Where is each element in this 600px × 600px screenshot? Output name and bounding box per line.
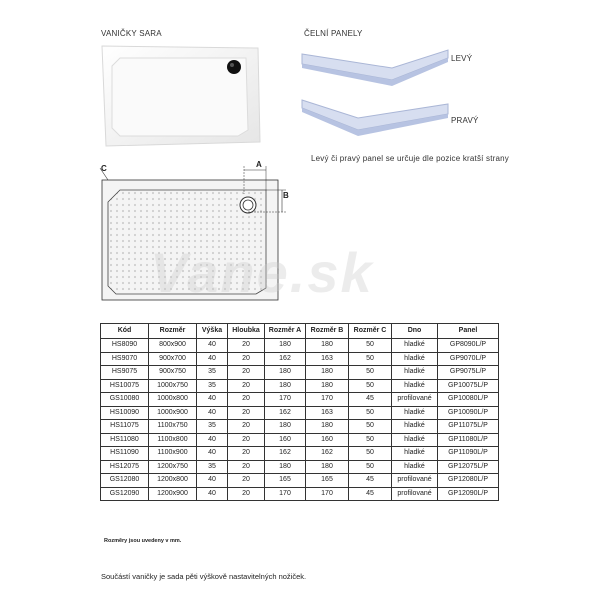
table-cell: 180 bbox=[265, 366, 306, 380]
panels-title: ČELNÍ PANELY bbox=[304, 29, 363, 38]
dimension-c-label: C bbox=[101, 164, 107, 173]
table-cell: 20 bbox=[228, 339, 265, 353]
table-cell: 20 bbox=[228, 433, 265, 447]
table-cell: 180 bbox=[306, 366, 349, 380]
table-cell: HS11090 bbox=[101, 447, 149, 461]
table-cell: 35 bbox=[197, 366, 228, 380]
header-cell: Rozměr bbox=[149, 324, 197, 339]
table-cell: 180 bbox=[306, 420, 349, 434]
table-cell: HS8090 bbox=[101, 339, 149, 353]
table-cell: GP11090L/P bbox=[438, 447, 499, 461]
table-row bbox=[101, 366, 499, 380]
table-cell: 20 bbox=[228, 420, 265, 434]
table-cell: HS11075 bbox=[101, 420, 149, 434]
table-cell: profilované bbox=[392, 474, 438, 488]
header-cell: Hloubka bbox=[228, 324, 265, 339]
table-cell: 162 bbox=[265, 447, 306, 461]
panel-right-image bbox=[300, 96, 450, 138]
header-cell: Rozměr A bbox=[265, 324, 306, 339]
table-cell: 1200x800 bbox=[149, 474, 197, 488]
table-cell: GS12080 bbox=[101, 474, 149, 488]
table-cell: HS10090 bbox=[101, 406, 149, 420]
table-cell: 50 bbox=[349, 433, 392, 447]
table-row bbox=[101, 474, 499, 488]
table-cell: 20 bbox=[228, 393, 265, 407]
table-cell: GP10075L/P bbox=[438, 379, 499, 393]
table-cell: 45 bbox=[349, 393, 392, 407]
table-cell: hladké bbox=[392, 420, 438, 434]
table-cell: 163 bbox=[306, 352, 349, 366]
table-cell: 35 bbox=[197, 379, 228, 393]
panel-note: Levý či pravý panel se určuje dle pozice kratší strany bbox=[311, 154, 509, 163]
table-cell: hladké bbox=[392, 379, 438, 393]
table-cell: HS9070 bbox=[101, 352, 149, 366]
dimension-b-label: B bbox=[283, 191, 289, 200]
table-cell: 40 bbox=[197, 474, 228, 488]
table-cell: 50 bbox=[349, 379, 392, 393]
table-cell: 35 bbox=[197, 460, 228, 474]
table-cell: 180 bbox=[306, 339, 349, 353]
table-cell: 1100x900 bbox=[149, 447, 197, 461]
table-cell: 160 bbox=[306, 433, 349, 447]
table-cell: 20 bbox=[228, 487, 265, 501]
header-cell: Rozměr C bbox=[349, 324, 392, 339]
table-cell: GP12075L/P bbox=[438, 460, 499, 474]
table-cell: hladké bbox=[392, 433, 438, 447]
table-cell: 40 bbox=[197, 352, 228, 366]
table-cell: hladké bbox=[392, 460, 438, 474]
drain-icon bbox=[227, 60, 241, 74]
table-cell: 40 bbox=[197, 339, 228, 353]
table-header-row bbox=[101, 324, 499, 339]
table-cell: GP8090L/P bbox=[438, 339, 499, 353]
header-cell: Dno bbox=[392, 324, 438, 339]
table-cell: 165 bbox=[306, 474, 349, 488]
dimensions-note: Rozměry jsou uvedeny v mm. bbox=[104, 538, 182, 544]
table-cell: GP9070L/P bbox=[438, 352, 499, 366]
table-cell: 165 bbox=[265, 474, 306, 488]
table-cell: GP12090L/P bbox=[438, 487, 499, 501]
table-row bbox=[101, 379, 499, 393]
table-cell: 180 bbox=[265, 460, 306, 474]
table-cell: hladké bbox=[392, 447, 438, 461]
table-cell: 162 bbox=[265, 352, 306, 366]
tray-title: VANIČKY SARA bbox=[101, 29, 162, 38]
tray-photo bbox=[98, 42, 263, 150]
table-cell: 20 bbox=[228, 460, 265, 474]
table-row bbox=[101, 393, 499, 407]
header-cell: Panel bbox=[438, 324, 499, 339]
feet-note: Součástí vaničky je sada pěti výškově nastavitelných nožiček. bbox=[101, 572, 307, 581]
table-row bbox=[101, 406, 499, 420]
header-cell: Výška bbox=[197, 324, 228, 339]
table-row bbox=[101, 487, 499, 501]
table-cell: 50 bbox=[349, 460, 392, 474]
table-cell: GP9075L/P bbox=[438, 366, 499, 380]
dimension-a-label: A bbox=[256, 160, 262, 169]
table-row bbox=[101, 339, 499, 353]
table-cell: 20 bbox=[228, 406, 265, 420]
table-cell: 900x700 bbox=[149, 352, 197, 366]
table-cell: HS9075 bbox=[101, 366, 149, 380]
table-cell: GP12080L/P bbox=[438, 474, 499, 488]
table-cell: 180 bbox=[306, 379, 349, 393]
table-cell: 40 bbox=[197, 393, 228, 407]
table-cell: 50 bbox=[349, 339, 392, 353]
table-row bbox=[101, 447, 499, 461]
table-cell: 20 bbox=[228, 379, 265, 393]
table-cell: 162 bbox=[265, 406, 306, 420]
table-row bbox=[101, 352, 499, 366]
table-cell: 180 bbox=[265, 420, 306, 434]
table-cell: GS10080 bbox=[101, 393, 149, 407]
table-cell: 50 bbox=[349, 420, 392, 434]
table-cell: 800x900 bbox=[149, 339, 197, 353]
table-cell: 180 bbox=[265, 379, 306, 393]
table-cell: GP10090L/P bbox=[438, 406, 499, 420]
header-cell: Kód bbox=[101, 324, 149, 339]
table-cell: 1100x750 bbox=[149, 420, 197, 434]
table-cell: 45 bbox=[349, 474, 392, 488]
table-cell: 20 bbox=[228, 366, 265, 380]
table-cell: 20 bbox=[228, 352, 265, 366]
table-cell: profilované bbox=[392, 393, 438, 407]
table-cell: 180 bbox=[306, 460, 349, 474]
table-cell: 20 bbox=[228, 447, 265, 461]
table-cell: 1000x800 bbox=[149, 393, 197, 407]
table-cell: 160 bbox=[265, 433, 306, 447]
table-cell: hladké bbox=[392, 352, 438, 366]
table-cell: HS12075 bbox=[101, 460, 149, 474]
panel-left-label: LEVÝ bbox=[451, 54, 473, 63]
table-cell: hladké bbox=[392, 366, 438, 380]
table-cell: 1200x750 bbox=[149, 460, 197, 474]
table-cell: profilované bbox=[392, 487, 438, 501]
table-row bbox=[101, 420, 499, 434]
table-cell: 50 bbox=[349, 447, 392, 461]
table-cell: 1100x800 bbox=[149, 433, 197, 447]
table-cell: GS12090 bbox=[101, 487, 149, 501]
spec-table bbox=[100, 323, 499, 501]
table-cell: 170 bbox=[265, 487, 306, 501]
table-cell: 163 bbox=[306, 406, 349, 420]
table-cell: 50 bbox=[349, 406, 392, 420]
table-cell: 170 bbox=[265, 393, 306, 407]
table-cell: GP11080L/P bbox=[438, 433, 499, 447]
table-cell: GP10080L/P bbox=[438, 393, 499, 407]
panel-right-label: PRAVÝ bbox=[451, 116, 479, 125]
table-cell: 45 bbox=[349, 487, 392, 501]
watermark: Vane.sk bbox=[150, 241, 374, 304]
table-cell: 50 bbox=[349, 352, 392, 366]
table-cell: 1200x900 bbox=[149, 487, 197, 501]
table-cell: 40 bbox=[197, 406, 228, 420]
table-cell: 20 bbox=[228, 474, 265, 488]
table-row bbox=[101, 433, 499, 447]
panel-left-image bbox=[300, 46, 450, 88]
table-cell: 40 bbox=[197, 433, 228, 447]
table-row bbox=[101, 460, 499, 474]
table-cell: HS11080 bbox=[101, 433, 149, 447]
table-cell: 1000x900 bbox=[149, 406, 197, 420]
table-cell: 170 bbox=[306, 487, 349, 501]
table-cell: HS10075 bbox=[101, 379, 149, 393]
table-cell: 35 bbox=[197, 420, 228, 434]
table-cell: 170 bbox=[306, 393, 349, 407]
table-cell: 180 bbox=[265, 339, 306, 353]
table-cell: 162 bbox=[306, 447, 349, 461]
table-cell: 1000x750 bbox=[149, 379, 197, 393]
table-cell: 900x750 bbox=[149, 366, 197, 380]
table-cell: 40 bbox=[197, 447, 228, 461]
table-cell: 50 bbox=[349, 366, 392, 380]
table-cell: hladké bbox=[392, 406, 438, 420]
table-cell: 40 bbox=[197, 487, 228, 501]
table-cell: GP11075L/P bbox=[438, 420, 499, 434]
table-cell: hladké bbox=[392, 339, 438, 353]
header-cell: Rozměr B bbox=[306, 324, 349, 339]
